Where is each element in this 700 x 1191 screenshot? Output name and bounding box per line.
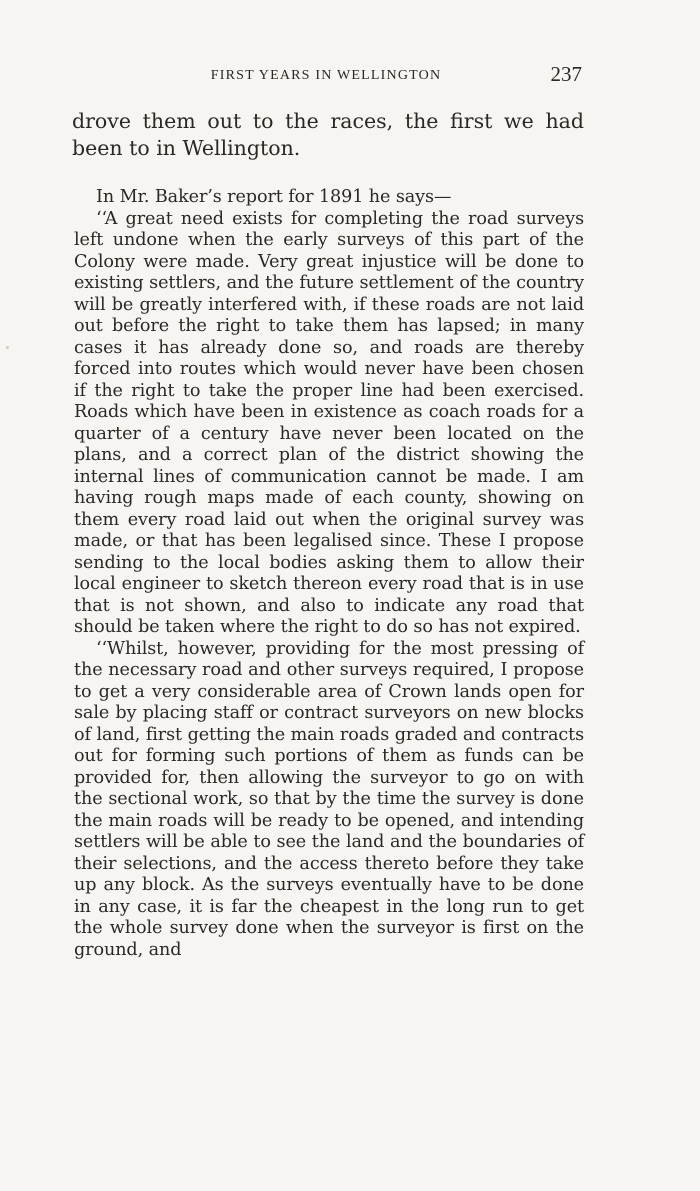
body-text (74, 187, 584, 961)
quote-paragraph-crown-lands: ‘‘Whilst, however, providing for the most pressing of the necessary road and other surveys required, I propose to get a very considerable area of Crown lands open for sale by placing staff or contract surveyors on new blocks of land, first getting the main roads graded and contracts out for forming such portions of them as funds can be provided for, then allowing the surveyor to go on with the sectional work, so that by the time the survey is done the main roads will be ready to be opened, and intending settlers will be able to see the land and the boundaries of their selections, and the access thereto before they take up any block. As the surveys eventually have to be done in any case, it is far the cheapest in the long run to get the whole survey done when the surveyor is first on the ground, and (74, 638, 584, 960)
page-header (70, 64, 582, 90)
intro-paragraph: drove them out to the races, the first we had been to in Wellington. (72, 109, 584, 160)
running-head: FIRST YEARS IN WELLINGTON (210, 68, 442, 83)
quote-paragraph-roads: ‘‘A great need exists for completing the road surveys left undone when the early surveys of this part of the Colony were made. Very great injustice will be done to existing settlers, and the future settlement of the country will be greatly interfered with, if these roads are not laid out before the right to take them has lapsed; in many cases it has already done so, and roads are thereby forced into routes which would never have been chosen if the right to take the proper line had been exercised. Roads which have been in existence as coach roads for a quarter of a century have never been located on the plans, and a correct plan of the district showing the internal lines of communication cannot be made. I am having rough maps made of each county, showing on them every road laid out when the original survey was made, or that has been legalised since. These I propose sending to the local bodies asking them to allow their local engineer to sketch thereon every road that is in use that is not shown, and also to indicate any road that should be taken where the right to do so has not expired. (74, 208, 584, 637)
page-number: 237 (550, 62, 582, 86)
report-intro-paragraph: In Mr. Baker’s report for 1891 he says— (96, 187, 452, 207)
paper-speck (6, 346, 9, 349)
